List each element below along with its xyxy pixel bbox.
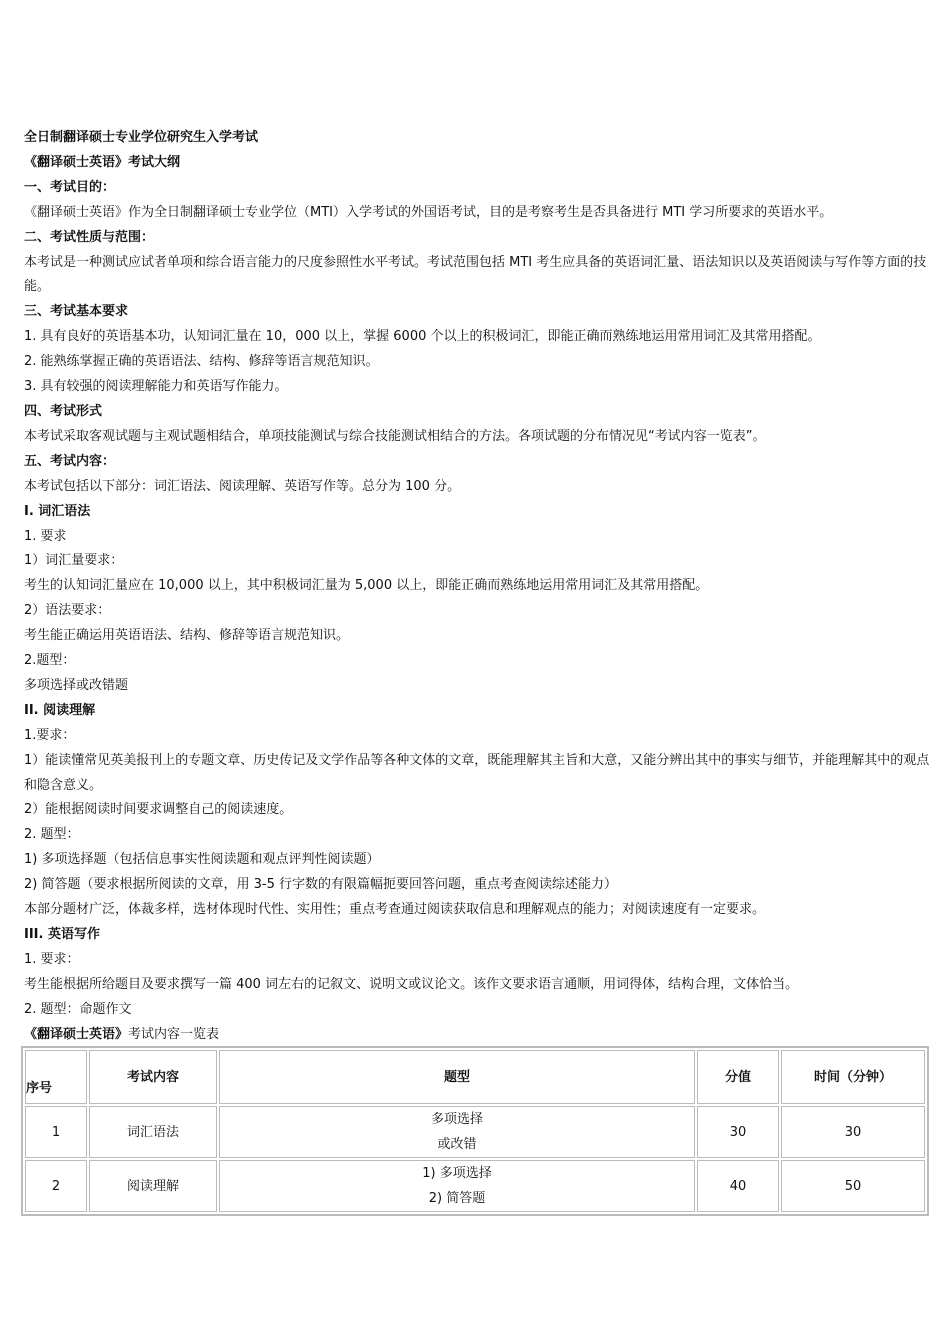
paragraph-line: 本考试是一种测试应试者单项和综合语言能力的尺度参照性水平考试。考试范围包括 MTI 考生应具备的英语词汇量、语法知识以及英语阅读与写作等方面的技能。 (24, 254, 927, 295)
section-heading: I. 词汇语法 (24, 503, 91, 519)
section-heading: 五、考试内容： (24, 453, 116, 469)
paragraph-line: 考生能根据所给题目及要求撰写一篇 400 词左右的记叙文、说明文或议论文。该作文要求语言通顺，用词得体，结构合理，文体恰当。 (24, 976, 799, 992)
cell-content: 词汇语法 (89, 1106, 217, 1158)
cell-seq: 2 (25, 1160, 87, 1212)
table-caption-bold: 《翻译硕士英语》 (24, 1027, 129, 1042)
paragraph-line: 考生的认知词汇量应在 10,000 以上，其中积极词汇量为 5,000 以上，即能正确而熟练地运用常用词汇及其常用搭配。 (24, 578, 709, 594)
cell-type-line2: 或改错 (437, 1137, 477, 1152)
paragraph-line: 2.题型： (24, 653, 76, 669)
header-type: 题型 (219, 1050, 695, 1104)
header-score: 分值 (697, 1050, 779, 1104)
paragraph-line: 本考试采取客观试题与主观试题相结合，单项技能测试与综合技能测试相结合的方法。各项试题的分布情况见“考试内容一览表”。 (24, 428, 766, 444)
paragraph-line: 2）能根据阅读时间要求调整自己的阅读速度。 (24, 802, 293, 818)
paragraph-line: 2) 简答题（要求根据所阅读的文章，用 3-5 行字数的有限篇幅扼要回答问题，重点考查阅读综述能力） (24, 877, 617, 893)
section-heading: 三、考试基本要求 (24, 304, 129, 320)
paragraph-line: 1) 多项选择题（包括信息事实性阅读题和观点评判性阅读题） (24, 852, 380, 868)
paragraph-line: 1）能读懂常见英美报刊上的专题文章、历史传记及文学作品等各种文体的文章，既能理解其主旨和大意，又能分辨出其中的事实与细节，并能理解其中的观点和隐含意义。 (24, 752, 930, 793)
paragraph-line: 2. 题型： (24, 827, 80, 843)
cell-content: 阅读理解 (89, 1160, 217, 1212)
table-header-row (25, 1050, 925, 1104)
paragraph-line: 考生能正确运用英语语法、结构、修辞等语言规范知识。 (24, 628, 350, 644)
document-body (24, 126, 930, 1023)
paragraph-line: 《翻译硕士英语》作为全日制翻译硕士专业学位（MTI）入学考试的外国语考试，目的是考察考生是否具备进行 MTI 学习所要求的英语水平。 (24, 204, 833, 220)
paragraph-line: 1）词汇量要求： (24, 553, 124, 569)
cell-type-line1: 1) 多项选择 (422, 1166, 492, 1181)
section-heading: III. 英语写作 (24, 927, 100, 942)
header-time: 时间（分钟） (781, 1050, 925, 1104)
cell-type-line1: 多项选择 (430, 1112, 483, 1127)
cell-score: 40 (697, 1160, 779, 1212)
paragraph-line: 3. 具有较强的阅读理解能力和英语写作能力。 (24, 379, 288, 395)
table-caption (24, 1023, 219, 1047)
cell-time: 50 (781, 1160, 925, 1212)
paragraph-line: 1. 具有良好的英语基本功，认知词汇量在 10，000 以上，掌握 6000 个以上的积极词汇，即能正确而熟练地运用常用词汇及其常用搭配。 (24, 329, 821, 345)
cell-time: 30 (781, 1106, 925, 1158)
cell-type (219, 1160, 695, 1212)
cell-type (219, 1106, 695, 1158)
cell-score: 30 (697, 1106, 779, 1158)
paragraph-line: 1. 要求 (24, 528, 67, 544)
paragraph-line: 本考试包括以下部分：词汇语法、阅读理解、英语写作等。总分为 100 分。 (24, 478, 461, 494)
cell-seq: 1 (25, 1106, 87, 1158)
paragraph-line: 2）语法要求： (24, 603, 111, 619)
section-heading: 四、考试形式 (24, 403, 103, 419)
paragraph-line: 2. 题型：命题作文 (24, 1001, 132, 1017)
section-heading: 全日制翻译硕士专业学位研究生入学考试 (24, 130, 259, 145)
header-seq: 序号 (25, 1050, 87, 1104)
section-heading: 二、考试性质与范围： (24, 229, 155, 245)
exam-content-table (21, 1046, 929, 1216)
paragraph-line: 多项选择或改错题 (24, 677, 129, 693)
section-heading: 一、考试目的： (24, 179, 116, 195)
table-row (25, 1106, 925, 1158)
paragraph-line: 1.要求： (24, 727, 76, 743)
table-row (25, 1160, 925, 1212)
paragraph-line: 1. 要求： (24, 951, 80, 967)
header-content: 考试内容 (89, 1050, 217, 1104)
paragraph-line: 本部分题材广泛，体裁多样，选材体现时代性、实用性；重点考查通过阅读获取信息和理解观点的能力；对阅读速度有一定要求。 (24, 902, 766, 918)
section-heading: 《翻译硕士英语》考试大纲 (24, 154, 181, 170)
cell-type-line2: 2) 简答题 (428, 1191, 486, 1206)
table-caption-rest: 考试内容一览表 (128, 1027, 220, 1042)
paragraph-line: 2. 能熟练掌握正确的英语语法、结构、修辞等语言规范知识。 (24, 354, 379, 370)
section-heading: II. 阅读理解 (24, 702, 96, 718)
